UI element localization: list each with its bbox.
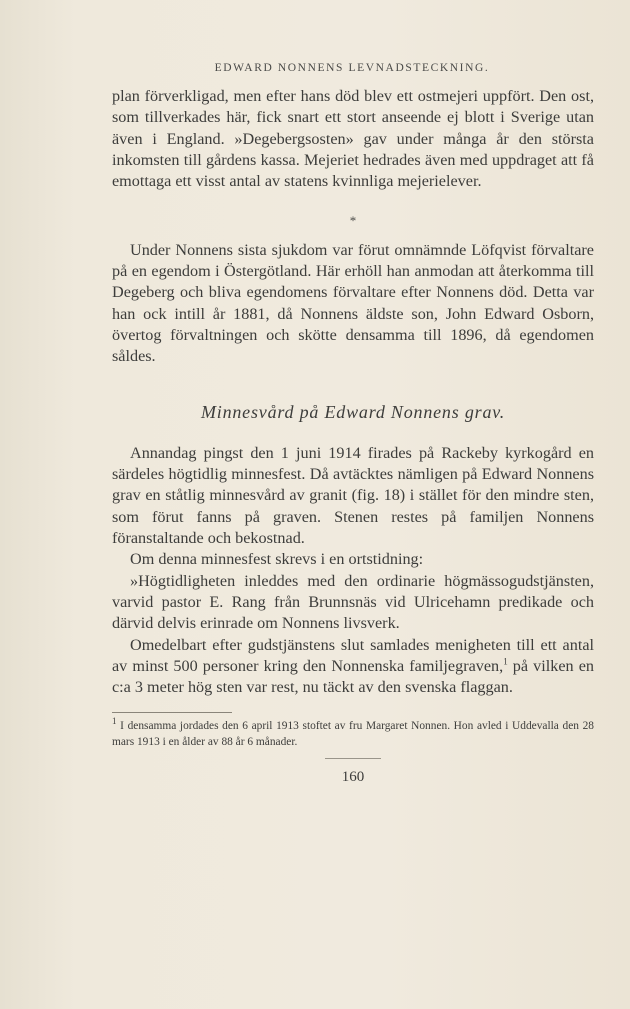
- section-separator: *: [349, 213, 357, 229]
- footnote-text: I densamma jordades den 6 april 1913 stoftet av fru Margaret Nonnen. Hon avled i Uddevalla den 28 mars 1913 i en ålder av 88 år 6 månader.: [112, 720, 594, 748]
- paragraph-6-after: på vilken en c:a 3 meter hög sten var rest, nu täckt av den svenska flaggan.: [112, 656, 594, 697]
- paragraph-3: Annandag pingst den 1 juni 1914 firades på Rackeby kyrkogård en särdeles högtidlig minnesfest. Då avtäcktes nämligen på Edward Nonnens grav en ståtlig minnesvård av granit (fig. 18) i stället för den mindre sten, som förut fanns på graven. Stenen restes på familjen Nonnens föranstaltande och bekostnad.: [112, 443, 594, 548]
- paragraph-1: plan förverkligad, men efter hans död blev ett ostmejeri uppfört. Den ost, som tillverkades här, fick snart ett stort anseende ej blott i Sverige utan även i England. »Degebergsosten» gav under många år den största inkomsten till gårdens kassa. Mejeriet hedrades även med uppdraget att få emottaga ett visst antal av statens kvinnliga mejerielever.: [112, 87, 594, 191]
- footnote-number: 1: [112, 716, 117, 727]
- footnote-reference: 1: [503, 656, 508, 667]
- paragraph-6-before: Omedelbart efter gudstjänstens slut samlades menigheten till ett antal av minst 500 personer kring den Nonnenska familjegraven,: [112, 635, 594, 675]
- running-head: EDWARD NONNENS LEVNADSTECKNING.: [214, 62, 490, 74]
- page-number-divider: [325, 758, 381, 759]
- paragraph-5: »Högtidligheten inleddes med den ordinarie högmässogudstjänsten, varvid pastor E. Rang från Brunnsnäs vid Ulricehamn predikade och därvid delvis erinrade om Nonnens livsverk.: [112, 571, 594, 633]
- paragraph-2: Under Nonnens sista sjukdom var förut omnämnde Löfqvist förvaltare på en egendom i Östergötland. Här erhöll han anmodan att återkomma till Degeberg och bliva egendomens förvaltare efter Nonnens död. Detta var han ock intill år 1881, då Nonnens äldste son, John Edward Osborn, övertog förvaltningen och skötte densamma till 1896, då egendomen såldes.: [112, 240, 594, 366]
- body-text: [112, 86, 594, 789]
- footnote: [112, 716, 594, 750]
- paragraph-6: [112, 635, 594, 699]
- paragraph-4: Om denna minnesfest skrevs i en ortstidning:: [130, 550, 424, 569]
- page-number: 160: [341, 769, 365, 786]
- footnote-divider: [112, 712, 232, 713]
- section-heading: Minnesvård på Edward Nonnens grav.: [200, 401, 505, 422]
